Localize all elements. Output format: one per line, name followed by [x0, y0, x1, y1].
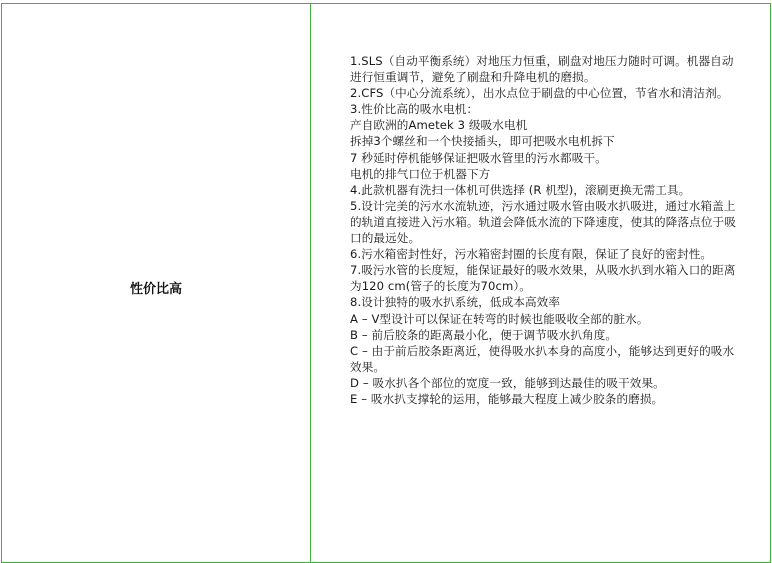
feature-line-15: C – 由于前后胶条距离近，使得吸水扒本身的高度小，能够达到更好的吸水效果。 [350, 343, 735, 374]
label-cell [2, 4, 311, 563]
feature-line-17: E – 吸水扒支撑轮的运用，能够最大程度上减少胶条的磨损。 [350, 391, 664, 406]
feature-list [350, 53, 742, 407]
feature-line-12: 8.设计独特的吸水扒系统，低成本高效率 [350, 295, 561, 310]
content-cell [311, 4, 771, 563]
feature-line-6: 7 秒延时停机能够保证把吸水管里的污水都吸干。 [350, 150, 607, 165]
feature-line-9: 5.设计完美的污水水流轨迹，污水通过吸水管由吸水扒吸进，通过水箱盖上的轨道直接进入污水箱。轨道会降低水流的下降速度，使其的降落点位于吸口的最远处。 [350, 198, 736, 246]
feature-line-5: 拆掉3个螺丝和一个快接插头，即可把吸水电机拆下 [350, 134, 615, 149]
table-row [2, 4, 771, 563]
feature-line-14: B – 前后胶条的距离最小化，便于调节吸水扒角度。 [350, 327, 618, 342]
feature-line-11: 7.吸污水管的长度短，能保证最好的吸水效果，从吸水扒到水箱入口的距离为120 cm(管子的长度为70cm）。 [350, 263, 736, 294]
feature-line-1: 1.SLS（自动平衡系统）对地压力恒重，刷盘对地压力随时可调。机器自动进行恒重调节，避免了刷盘和升降电机的磨损。 [350, 54, 734, 85]
feature-line-2: 2.CFS（中心分流系统），出水点位于刷盘的中心位置，节省水和清洁剂。 [350, 86, 729, 101]
row-label: 性价比高 [129, 281, 182, 297]
feature-line-7: 电机的排气口位于机器下方 [350, 166, 491, 181]
feature-line-10: 6.污水箱密封性好，污水箱密封圈的长度有限，保证了良好的密封性。 [350, 247, 713, 262]
feature-line-16: D – 吸水扒各个部位的宽度一致，能够到达最佳的吸干效果。 [350, 375, 665, 390]
feature-line-4: 产自欧洲的Ametek 3 级吸水电机 [350, 118, 528, 133]
feature-line-3: 3.性价比高的吸水电机： [350, 102, 479, 117]
spec-table [1, 3, 771, 563]
feature-line-13: A – V型设计可以保证在转弯的时候也能吸收全部的脏水。 [350, 311, 649, 326]
feature-line-8: 4.此款机器有洗扫一体机可供选择 (R 机型)，滚刷更换无需工具。 [350, 182, 691, 197]
